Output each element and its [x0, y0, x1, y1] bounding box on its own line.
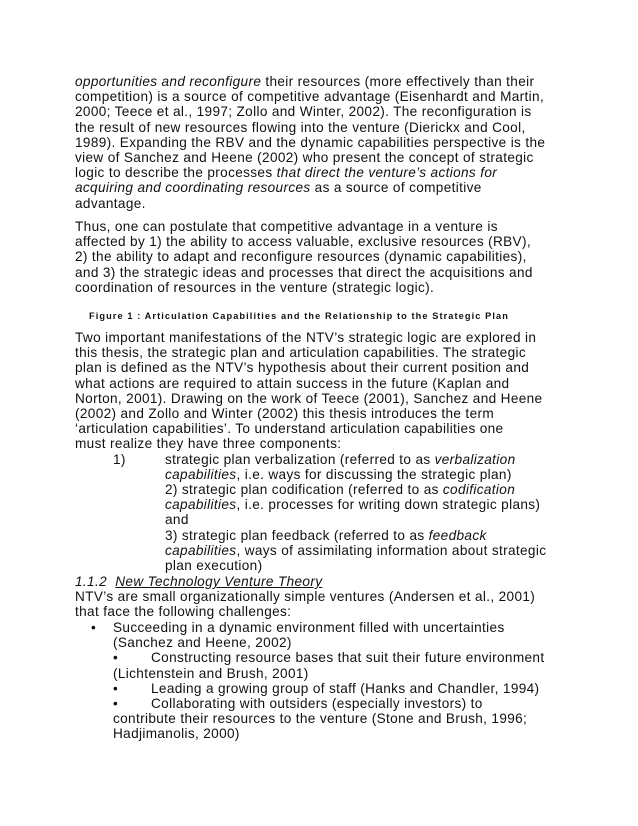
text-line: capabilities, i.e. ways for discussing the strategic plan): [165, 466, 512, 482]
text-line: ‘articulation capabilities’. To understand articulation capabilities one: [75, 421, 504, 437]
text-line: affected by 1) the ability to access valuable, exclusive resources (RBV),: [75, 234, 531, 250]
paragraph-manifestations: [75, 330, 567, 573]
text-line: (Sanchez and Heene, 2002): [113, 635, 292, 651]
text-line: Norton, 2001). Drawing on the work of Teece (2001), Sanchez and Heene: [75, 390, 543, 406]
component-item: 2) strategic plan codification (referred to as codification: [165, 482, 516, 498]
text-line: must realize they have three components:: [75, 436, 342, 452]
text-line: (Lichtenstein and Brush, 2001): [113, 665, 309, 681]
text-line: contribute their resources to the venture (Stone and Brush, 1996;: [113, 711, 528, 727]
text-line: 2) the ability to adapt and reconfigure resources (dynamic capabilities),: [75, 249, 527, 265]
text-line: capabilities, i.e. processes for writing down strategic plans): [165, 497, 541, 513]
list-item: • Succeeding in a dynamic environment filled with uncertainties: [91, 620, 505, 635]
text-line: coordination of resources in the venture (strategic logic).: [75, 279, 435, 295]
text-line: that face the following challenges:: [75, 604, 292, 620]
paragraph-postulate: [75, 219, 567, 295]
list-item: • Constructing resource bases that suit their future environment: [113, 650, 545, 666]
text-line: 2000; Teece et al., 1997; Zollo and Winter, 2002). The reconfiguration is: [75, 104, 532, 120]
section-title: 1.1.2 New Technology Venture Theory: [75, 574, 323, 589]
text-line: plan execution): [165, 558, 263, 574]
challenges-list: [75, 620, 567, 742]
text-line: logic to describe the processes that direct the venture’s actions for: [75, 165, 498, 181]
text-line: competition) is a source of competitive advantage (Eisenhardt and Martin,: [75, 89, 545, 105]
section-heading: [75, 574, 567, 620]
text-line: Two important manifestations of the NTV’s strategic logic are explored in: [75, 330, 537, 345]
text-line: 1989). Expanding the RBV and the dynamic capabilities perspective is the: [75, 134, 546, 150]
component-item: 1) strategic plan verbalization (referred to as verbalization: [113, 451, 516, 467]
text-line: this thesis, the strategic plan and articulation capabilities. The strategic: [75, 345, 527, 361]
text-line: acquiring and coordinating resources as a source of competitive: [75, 180, 482, 196]
list-item: • Leading a growing group of staff (Hanks and Chandler, 1994): [113, 680, 540, 696]
text-line: advantage.: [75, 195, 146, 211]
text-line: Thus, one can postulate that competitive advantage in a venture is: [75, 219, 498, 234]
component-item: 3) strategic plan feedback (referred to as feedback: [165, 527, 487, 543]
text-line: and 3) the strategic ideas and processes that direct the acquisitions and: [75, 264, 533, 280]
text-line: plan is defined as the NTV’s hypothesis about their current position and: [75, 360, 530, 376]
text-line: (2002) and Zollo and Winter (2002) this thesis introduces the term: [75, 406, 495, 422]
text-line: and: [165, 512, 189, 528]
text-line: Hadjimanolis, 2000): [113, 726, 240, 742]
text-line: the result of new resources flowing into the venture (Dierickx and Cool,: [75, 119, 526, 135]
text-line: view of Sanchez and Heene (2002) who present the concept of strategic: [75, 150, 534, 166]
paragraph-competitive-advantage: [75, 74, 567, 211]
text-line: opportunities and reconfigure their resources (more effectively than their: [75, 74, 535, 89]
text-line: capabilities, ways of assimilating information about strategic: [165, 542, 547, 558]
text-line: what actions are required to attain success in the future (Kaplan and: [75, 375, 510, 391]
figure-caption: Figure 1 : Articulation Capabilities and the Relationship to the Strategic Plan: [89, 311, 509, 321]
text-line: NTV’s are small organizationally simple ventures (Andersen et al., 2001): [75, 589, 536, 605]
list-item: • Collaborating with outsiders (especially investors) to: [113, 696, 483, 712]
